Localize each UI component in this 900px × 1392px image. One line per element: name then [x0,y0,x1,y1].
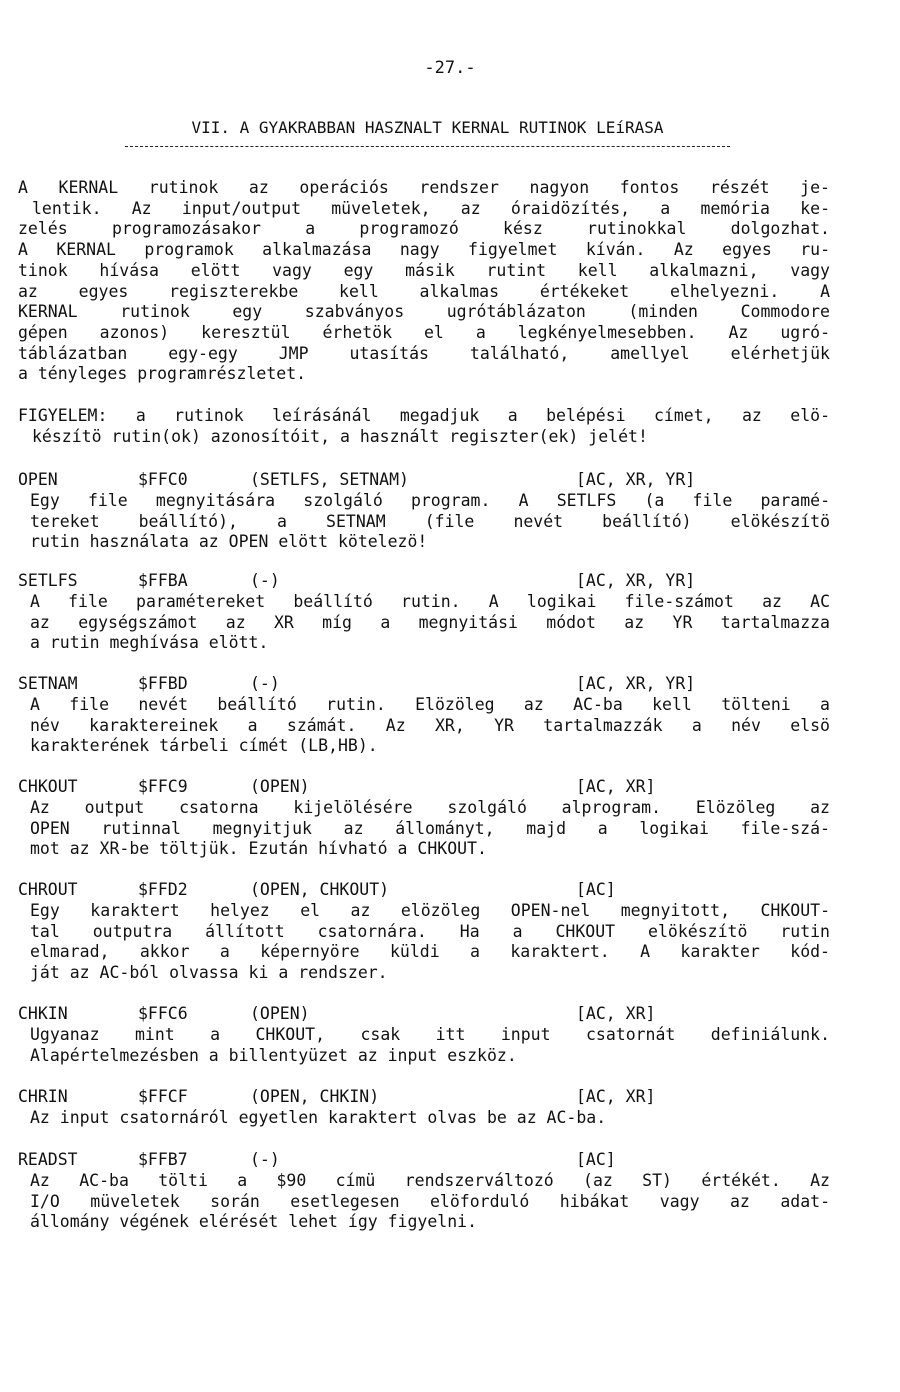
routine-address: $FFC0 [138,470,188,489]
routine-description: Az input csatornáról egyetlen karaktert olvas be az AC-ba. [30,1108,607,1127]
routine-name: OPEN [18,470,58,489]
chapter-title: VII. A GYAKRABBAN HASZNALT KERNAL RUTINOK LEíRASA [191,118,664,137]
routine-prerequisites: (-) [250,571,280,590]
routine-entry [18,470,830,553]
routine-entry [18,1150,830,1233]
intro-paragraph: A KERNAL rutinok az operációs rendszer nagyon fontos részét je- lentik. Az input/output müveletek, az óraidözítés, a memória ke- zelés programozásakor a programozó kész rutinokkal dolgozhat. A KERNAL programok alkalmazása nagy figyelmet kíván. Az egyes ru- tinok hívása elött vagy egy másik rutint kell alkalmazni, vagy az egyes regiszterekbe kell alkalmas értékeket elhelyezni. A KERNAL rutinok egy szabványos ugrótáblázaton (minden Commodore gépen azonos) keresztül érhetök el a legkényelmesebben. Az ugró- táblázatban egy-egy JMP utasítás található, amellyel elérhetjük a tényleges programrészletet. [18,178,830,384]
routine-prerequisites: (OPEN, CHKOUT) [250,880,390,899]
routine-header [18,571,830,592]
title-underline [125,146,730,147]
routine-entry [18,1087,830,1129]
routine-entry [18,1004,830,1066]
routine-registers: [AC, XR] [576,777,656,796]
routine-description: Egy karaktert helyez el az elözöleg OPEN-nel megnyitott, CHKOUT- tal outputra állított csatornára. Ha a CHKOUT elökészítö rutin elmarad, akkor a képernyöre küldi a karaktert. A karakter kód- ját az AC-ból olvassa ki a rendszer. [30,901,830,983]
routine-address: $FFBA [138,571,188,590]
routine-registers: [AC] [576,1150,616,1169]
routine-address: $FFCF [138,1087,188,1106]
routine-entry [18,777,830,860]
routine-header [18,777,830,798]
routine-name: SETNAM [18,674,78,693]
routine-name: READST [18,1150,78,1169]
routine-address: $FFD2 [138,880,188,899]
routine-entry [18,674,830,757]
note-paragraph: FIGYELEM: a rutinok leírásánál megadjuk a belépési címet, az elö- készítö rutin(ok) azonosítóit, a használt regiszter(ek) jelét! [18,406,830,446]
routine-prerequisites: (OPEN) [250,1004,310,1023]
routine-registers: [AC, XR, YR] [576,571,696,590]
routine-description: Az output csatorna kijelölésére szolgáló alprogram. Elözöleg az OPEN rutinnal megnyitjuk az állományt, majd a logikai file-szá- mot az XR-be töltjük. Ezután hívható a CHKOUT. [30,798,830,859]
routine-header [18,470,830,491]
routine-name: CHKIN [18,1004,68,1023]
routine-name: SETLFS [18,571,78,590]
routine-name: CHROUT [18,880,78,899]
routine-registers: [AC, XR, YR] [576,470,696,489]
routine-prerequisites: (OPEN, CHKIN) [250,1087,380,1106]
routine-header [18,1087,830,1108]
routine-registers: [AC, XR] [576,1004,656,1023]
routine-address: $FFBD [138,674,188,693]
routine-registers: [AC] [576,880,616,899]
routine-entry [18,880,830,984]
page-number: -27.- [424,58,476,78]
routine-entry [18,571,830,654]
routine-header [18,674,830,695]
routine-prerequisites: (-) [250,674,280,693]
routine-header [18,1004,830,1025]
routine-registers: [AC, XR] [576,1087,656,1106]
routine-description: Ugyanaz mint a CHKOUT, csak itt input csatornát definiálunk. Alapértelmezésben a billentyüzet az input eszköz. [30,1025,830,1065]
routine-address: $FFC9 [138,777,188,796]
routine-header [18,1150,830,1171]
routine-name: CHRIN [18,1087,68,1106]
routine-name: CHKOUT [18,777,78,796]
routine-address: $FFC6 [138,1004,188,1023]
routine-description: Egy file megnyitására szolgáló program. A SETLFS (a file paramé- tereket beállító), a SETNAM (file nevét beállító) elökészítö rutin használata az OPEN elött kötelezö! [30,491,830,552]
routine-prerequisites: (SETLFS, SETNAM) [250,470,409,489]
routine-description: A file paramétereket beállító rutin. A logikai file-számot az AC az egységszámot az XR míg a megnyitási módot az YR tartalmazza a rutin meghívása elött. [30,592,830,653]
routine-registers: [AC, XR, YR] [576,674,696,693]
routine-header [18,880,830,901]
routine-prerequisites: (OPEN) [250,777,310,796]
routine-prerequisites: (-) [250,1150,280,1169]
routine-address: $FFB7 [138,1150,188,1169]
routine-description: Az AC-ba tölti a $90 címü rendszerváltozó (az ST) értékét. Az I/O müveletek során esetlegesen elöforduló hibákat vagy az adat- állomány végének elérését lehet így figyelni. [30,1171,830,1232]
routine-description: A file nevét beállító rutin. Elözöleg az AC-ba kell tölteni a név karaktereinek a számát. Az XR, YR tartalmazzák a név elsö karakterének tárbeli címét (LB,HB). [30,695,830,756]
